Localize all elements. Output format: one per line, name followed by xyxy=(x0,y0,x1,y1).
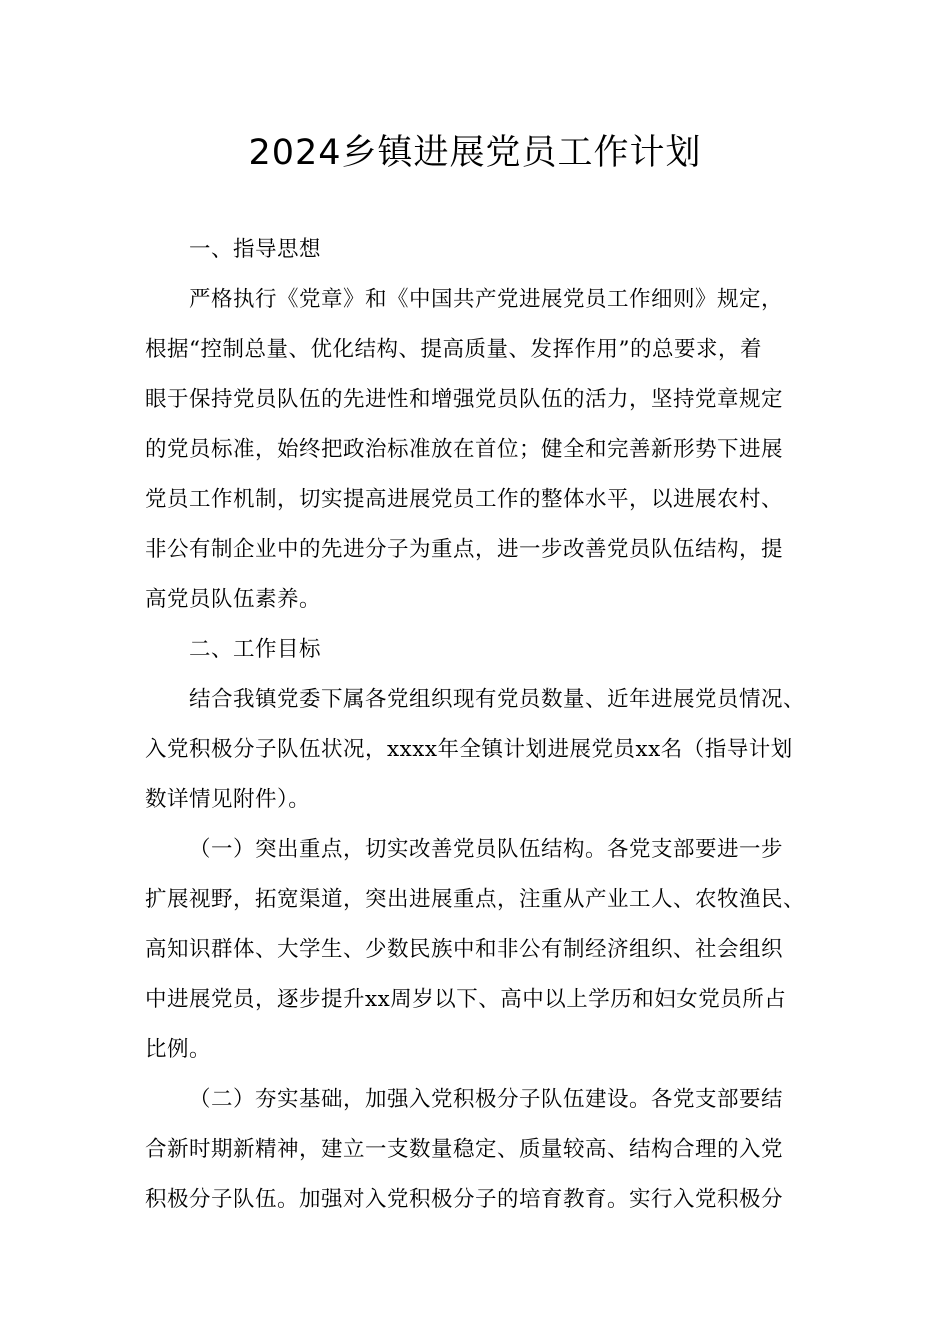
paragraph-line: 严格执行《党章》和《中国共产党进展党员工作细则》规定， xyxy=(189,287,784,312)
paragraph-line: 合新时期新精神，建立一支数量稳定、质量较高、结构合理的入党 xyxy=(145,1137,784,1162)
paragraph-line: 结合我镇党委下属各党组织现有党员数量、近年进展党员情况、 xyxy=(189,687,806,712)
paragraph-line: 的党员标准，始终把政治标准放在首位；健全和完善新形势下进展 xyxy=(145,437,784,462)
paragraph-line: 高党员队伍素养。 xyxy=(145,587,322,612)
paragraph-line: （一）突出重点，切实改善党员队伍结构。各党支部要进一步 xyxy=(189,837,784,862)
paragraph-line: 党员工作机制，切实提高进展党员工作的整体水平，以进展农村、 xyxy=(145,487,784,512)
paragraph-line: 非公有制企业中的先进分子为重点，进一步改善党员队伍结构，提 xyxy=(145,537,784,562)
paragraph-line: 眼于保持党员队伍的先进性和增强党员队伍的活力，坚持党章规定 xyxy=(145,387,784,412)
paragraph-line: 根据“控制总量、优化结构、提高质量、发挥作用”的总要求，着 xyxy=(145,337,762,362)
document-title: 2024乡镇进展党员工作计划 xyxy=(248,133,702,173)
section-heading-work-goals: 二、工作目标 xyxy=(189,637,322,662)
paragraph-line: （二）夯实基础，加强入党积极分子队伍建设。各党支部要结 xyxy=(189,1087,784,1112)
paragraph-line: 积极分子队伍。加强对入党积极分子的培育教育。实行入党积极分 xyxy=(145,1187,784,1212)
paragraph-line: 高知识群体、大学生、少数民族中和非公有制经济组织、社会组织 xyxy=(145,937,784,962)
paragraph-line: 扩展视野，拓宽渠道，突出进展重点，注重从产业工人、农牧渔民、 xyxy=(145,887,806,912)
paragraph-line: 中进展党员，逐步提升xx周岁以下、高中以上学历和妇女党员所占 xyxy=(145,987,787,1012)
paragraph-line: 数详情见附件）。 xyxy=(145,787,311,812)
paragraph-line: 比例。 xyxy=(145,1037,212,1062)
paragraph-line: 入党积极分子队伍状况，xxxx年全镇计划进展党员xx名（指导计划 xyxy=(145,737,793,762)
section-heading-guiding-thought: 一、指导思想 xyxy=(189,237,322,262)
